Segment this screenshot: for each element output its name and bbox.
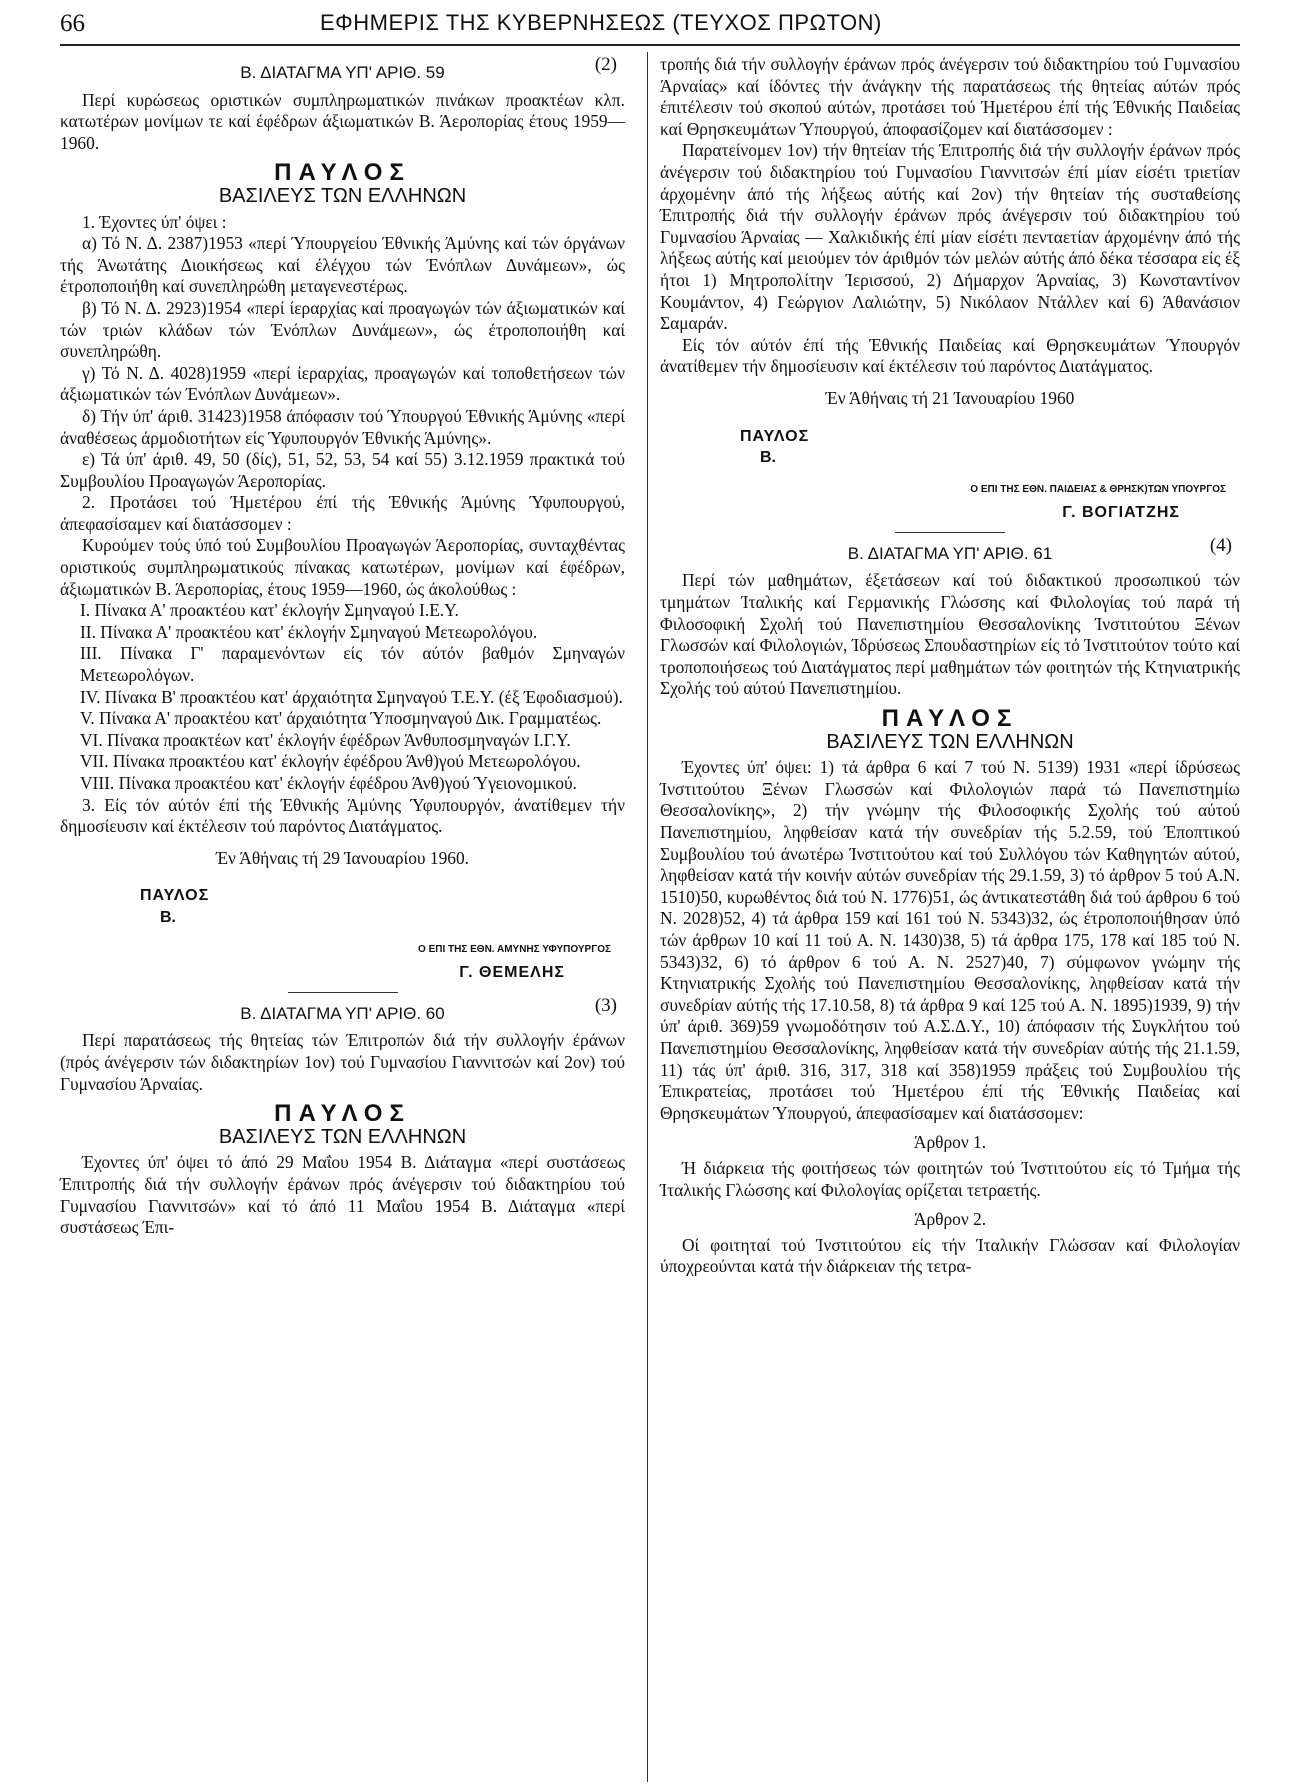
- decree-59-tables-list: [60, 600, 625, 794]
- decree-61-king: ΠΑΥΛΟΣ: [881, 705, 1019, 733]
- list-item: ΙΙΙ. Πίνακα Γ' παραμενόντων είς τόν αύτόν βαθμόν Σμηναγών Μετεωρολόγων.: [80, 643, 625, 686]
- decree-61-king-title: ΒΑΣΙΛΕΥΣ ΤΩΝ ΕΛΛΗΝΩΝ: [826, 730, 1074, 753]
- decree-59-para-1: 1. Έχοντες ύπ' όψει :: [82, 211, 227, 232]
- decree-59-subject: Περί κυρώσεως οριστικών συμπληρωματικών πινάκων προακτέων κλπ. κατωτέρων μονίμων τε καί έφέδρων άξιωματικών Β. Άεροπορίας έτους 1959—1960.: [60, 89, 625, 153]
- decree-59-para-2: 2. Προτάσει τού Ήμετέρου έπί τής Έθνικής Άμύνης Ύφυπουργού, άπεφασίσαμεν καί διατάσσομεν :: [60, 492, 625, 534]
- decree-59-para-c: γ) Τό Ν. Δ. 4028)1959 «περί ίεραρχίας, προαγωγών καί τοποθετήσεων τών άξιωματικών τών Ένόπλων Δυνάμεων».: [60, 362, 625, 405]
- decree-59-signature-b: Β.: [160, 908, 176, 926]
- column-divider: [647, 52, 648, 1782]
- right-column: [660, 54, 1240, 1278]
- gazette-title: ΕΦΗΜΕΡΙΣ ΤΗΣ ΚΥΒΕΡΝΗΣΕΩΣ (ΤΕΥΧΟΣ ΠΡΩΤΟΝ): [320, 10, 882, 35]
- decree-59-minister-name: Γ. ΘΕΜΕΛΗΣ: [459, 964, 565, 982]
- decree-59-para-b: β) Τό Ν. Δ. 2923)1954 «περί ίεραρχίας καί προαγωγών τών άξιωματικών καί τών τριών κλάδων τών Ένόπλων Δυνάμεων», ώς έτροποποιήθη καί συνεπληρώθη.: [60, 297, 625, 362]
- article-2-heading: Άρθρον 2.: [913, 1209, 987, 1230]
- list-item: Ι. Πίνακα Α' προακτέου κατ' έκλογήν Σμηναγού Ι.Ε.Υ.: [80, 600, 459, 621]
- decree-59-minister-title: Ο ΕΠΙ ΤΗΣ ΕΘΝ. ΑΜΥΝΗΣ ΥΦΥΠΟΥΡΓΟΣ: [418, 943, 611, 955]
- decree-60-para-3: Είς τόν αύτόν έπί τής Έθνικής Παιδείας καί Θρησκευμάτων Ύπουργόν άνατίθεμεν τήν δημοσίευσιν καί έκτέλεσιν τού παρόντος Διατάγματος.: [660, 334, 1240, 377]
- decree-59-number: (2): [594, 54, 617, 75]
- separator-rule: [895, 532, 1005, 533]
- decree-60-king-title: ΒΑΣΙΛΕΥΣ ΤΩΝ ΕΛΛΗΝΩΝ: [218, 1125, 467, 1148]
- decree-59-para-d: δ) Τήν ύπ' άριθ. 31423)1958 άπόφασιν τού Ύπουργού Έθνικής Άμύνης «περί άναθέσεως άρμοδιοτήτων είς Ύφυπουργόν Έθνικής Άμύνης».: [60, 405, 625, 448]
- decree-60-para-2: Παρατείνομεν 1ον) τήν θητείαν τής Έπιτροπής διά τήν συλλογήν έράνων πρός άνέγερσιν τού διδακτηρίου τού Γυμνασίου Γιαννιτσών έπί μίαν είσέτι τριετίαν άρχομένην άπό τής λήξεως αύτής καί 2ον) τήν θητείαν τής συσταθείσης Έπιτροπής διά τήν συλλογήν έράνων πρός άνέγερσιν τού διδακτηρίου τού Γυμνασίου Άρναίας — Χαλκιδικής έπί μίαν είσέτι πενταετίαν άρχομένην άπό τής λήξεως αύτής καί μειούμεν τόν άριθμόν τών μελών αύτής άπό δέκα τέσσαρα είς έξ ήτοι 1) Μητροπολίτην Ίερισσού, 2) Δήμαρχον Άρναίας, 3) Κωνσταντίνον Κουμάντον, 4) Γεώργιον Λαλιώτην, 5) Νικόλαον Ντάλλεν καί 6) Άθανάσιον Σαμαράν.: [660, 140, 1240, 334]
- decree-60-signature-b: Β.: [760, 449, 776, 467]
- list-item: ΙΙ. Πίνακα Α' προακτέου κατ' έκλογήν Σμηναγού Μετεωρολόγου.: [80, 621, 538, 642]
- decree-59-signature-king: ΠΑΥΛΟΣ: [140, 887, 210, 905]
- decree-60-para-1: Έχοντες ύπ' όψει τό άπό 29 Μαΐου 1954 Β. Διάταγμα «περί συστάσεως Έπιτροπής διά τήν συλλογήν έράνων πρός άνέγερσιν τού διδακτηρίου τού Γυμνασίου Γιαννιτσών» καί τό άπό 11 Μαΐου 1954 Β. Διάταγμα «περί συστάσεως Έπι-: [60, 1152, 625, 1238]
- decree-59-king-title: ΒΑΣΙΛΕΥΣ ΤΩΝ ΕΛΛΗΝΩΝ: [218, 184, 467, 207]
- decree-59-para-a: α) Τό Ν. Δ. 2387)1953 «περί Ύπουργείου Έθνικής Άμύνης καί τών όργάνων τής Άνωτάτης Διοικήσεως καί έλέγχου τών Ένόπλων Δυνάμεων», ώς έτροποποιήθη καί συνεπληρώθη μεταγενεστέρως.: [60, 233, 625, 297]
- page-header: [60, 8, 1240, 42]
- decree-61-para-1: Έχοντες ύπ' όψει: 1) τά άρθρα 6 καί 7 τού Ν. 5139) 1931 «περί ίδρύσεως Ίνστιτούτου Ξένων Γλωσσών καί Φιλολογιών παρά τώ Πανεπιστημίω Θεσσαλονίκης», 2) τήν γνώμην τής Φιλοσοφικής Σχολής τού αύτού Πανεπιστημίου, ληφθείσαν κατά τήν συνεδρίαν τής 5.2.59, τού Έποπτικού Συμβουλίου τού άνωτέρω Ίνστιτούτου καί τού Συλλόγου τών Καθηγητών αύτού, ληφθείσαν κατά τήν κοινήν αύτών συνεδρίαν τής 29.1.59, 3) τό άρθρον 5 τού Α.Ν. 1510)50, κυρωθέντος διά τού Ν. 1776)51, ώς άντικατεστάθη διά τού άρθρου 6 τού Ν. 2028)52, 4) τά άρθρα 159 καί 161 τού Ν. 5343)32, ώς έτροποποιήθησαν ύπό τών άρθρων 10 καί 11 τού Α. Ν. 1430)38, 5) τά άρθρα 175, 178 καί 185 τού Ν. 5343)32, 6) τό άρθρον 6 τού Α. Ν. 2527)40, 7) σύμφωνον γνώμην τής Κτηνιατρικής Σχολής τού Πανεπιστημίου Θεσσαλονίκης, ληφθείσαν κατά τήν συνεδρίαν αύτής τής 17.10.58, 8) τά άρθρα 9 καί 125 τού Α. Ν. 1895)1939, 9) τήν ύπ' άριθ. 369)59 γνωμοδότησιν τού Α.Σ.Δ.Υ., 10) άπόφασιν τής Συγκλήτου τού Πανεπιστημίου Θεσσαλονίκης, ληφθείσαν κατά τήν συνεδρίαν αύτής τής 21.1.59, 11) τάς ύπ' άριθ. 316, 317, 318 καί 358)1959 πράξεις τού Συμβουλίου τής Έπικρατείας, προτάσει τού Ήμετέρου έπί τής Έθνικής Παιδείας καί Θρησκευμάτων Ύπουργού, άπεφασίσαμεν καί διατάσσομεν:: [660, 757, 1240, 1123]
- decree-59-para-3: Κυρούμεν τούς ύπό τού Συμβουλίου Προαγωγών Άεροπορίας, συνταχθέντας οριστικούς συμπληρωματικούς πίνακας κατωτέρων, μονίμων καί έφέδρων, άξιωματικών Β. Άεροπορίας, έτους 1959—1960, ώς άκολούθως :: [60, 535, 625, 599]
- article-2-text: Οί φοιτηταί τού Ίνστιτούτου είς τήν Ίταλικήν Γλώσσαν καί Φιλολογίαν ύποχρεούνται κατά τήν διάρκειαν τής τετρα-: [660, 1234, 1240, 1277]
- decree-60-number: (3): [594, 994, 617, 1016]
- header-rule: [60, 44, 1240, 46]
- decree-59-para-4: 3. Είς τόν αύτόν έπί τής Έθνικής Άμύνης Ύφυπουργόν, άνατίθεμεν τήν δημοσίευσιν καί έκτέλεσιν τού παρόντος Διατάγματος.: [60, 794, 625, 837]
- decree-60-minister-title: Ο ΕΠΙ ΤΗΣ ΕΘΝ. ΠΑΙΔΕΙΑΣ & ΘΡΗΣΚ)ΤΩΝ ΥΠΟΥΡΓΟΣ: [970, 483, 1226, 495]
- decree-60-date: Έν Άθήναις τή 21 Ίανουαρίου 1960: [825, 387, 1075, 408]
- list-item: IV. Πίνακα Β' προακτέου κατ' άρχαιότητα Σμηναγού Τ.Ε.Υ. (έξ Έφοδιασμού).: [80, 686, 623, 707]
- decree-60-subject: Περί παρατάσεως τής θητείας τών Έπιτροπών διά τήν συλλογήν έράνων (πρός άνέγερσιν τών διδακτηρίων 1ον) τού Γυμνασίου Γιαννιτσών καί 2ον) τού Γυμνασίου Άρναίας.: [60, 1030, 625, 1094]
- list-item: VI. Πίνακα προακτέων κατ' έκλογήν έφέδρων Άνθυποσμηναγών Ι.Γ.Υ.: [80, 729, 571, 750]
- decree-59-para-e: ε) Τά ύπ' άριθ. 49, 50 (δίς), 51, 52, 53, 54 καί 55) 3.12.1959 πρακτικά τού Συμβουλίου Προαγωγών Άεροπορίας.: [60, 449, 625, 491]
- decree-59-king: ΠΑΥΛΟΣ: [274, 159, 411, 187]
- left-column: [60, 54, 625, 1239]
- list-item: V. Πίνακα Α' προακτέου κατ' άρχαιότητα Ύποσμηναγού Δικ. Γραμματέως.: [80, 708, 602, 729]
- list-item: VIII. Πίνακα προακτέου κατ' έκλογήν έφέδρου Άνθ)γού Ύγειονομικού.: [80, 773, 577, 793]
- decree-60-minister-name: Γ. ΒΟΓΙΑΤΖΗΣ: [1062, 504, 1180, 522]
- decree-61-heading: Β. ΔΙΑΤΑΓΜΑ ΥΠ' ΑΡΙΘ. 61: [847, 543, 1053, 563]
- decree-60-para-1-continued: τροπής διά τήν συλλογήν έράνων πρός άνέγερσιν τού διδακτηρίου τού Γυμνασίου Άρναίας» καί ίδόντες τήν άνάγκην τής παρατάσεως τής θητείας αύτών πρός έπιτέλεσιν τού σκοπού αύτών, προτάσει τού Ήμετέρου έπί τής Έθνικής Παιδείας καί Θρησκευμάτων Ύπουργού, άποφασίζομεν καί διατάσσομεν :: [660, 54, 1240, 139]
- page-number: 66: [60, 10, 85, 37]
- decree-59-heading: Β. ΔΙΑΤΑΓΜΑ ΥΠ' ΑΡΙΘ. 59: [240, 63, 445, 82]
- decree-60-heading: Β. ΔΙΑΤΑΓΜΑ ΥΠ' ΑΡΙΘ. 60: [240, 1003, 445, 1023]
- decree-59-date: Έν Άθήναις τή 29 Ίανουαρίου 1960.: [215, 847, 470, 868]
- decree-60-heading-block: [60, 994, 625, 1025]
- article-1-text: Ή διάρκεια τής φοιτήσεως τών φοιτητών τού Ίνστιτούτου είς τό Τμήμα τής Ίταλικής Γλώσσης καί Φιλολογίας ορίζεται τετραετής.: [660, 1157, 1240, 1200]
- decree-61-heading-block: [660, 534, 1240, 565]
- decree-59-heading-block: [60, 54, 625, 84]
- decree-61-subject: Περί τών μαθημάτων, έξετάσεων καί τού διδακτικού προσωπικού τών τμημάτων Ίταλικής καί Γερμανικής Γλώσσης καί Φιλολογίας τού παρά τή Φιλοσοφική Σχολή τού Πανεπιστημίου Θεσσαλονίκης Ίνστιτούτου Ξένων Γλωσσών καί Φιλολογιών, Ίδρύσεως Σπουδαστηρίων είς τό Ίνστιτούτον τούτο καί τροποποιήσεως τού Διατάγματος περί μαθημάτων τών φοιτητών τής Κτηνιατρικής Σχολής τού αύτού Πανεπιστημίου.: [660, 570, 1240, 699]
- decree-60-signature-king: ΠΑΥΛΟΣ: [740, 427, 810, 445]
- separator-rule: [288, 992, 398, 993]
- list-item: VII. Πίνακα προακτέου κατ' έκλογήν έφέδρου Άνθ)γού Μετεωρολόγου.: [80, 751, 581, 772]
- decree-60-king: ΠΑΥΛΟΣ: [274, 1100, 411, 1128]
- article-1-heading: Άρθρον 1.: [913, 1132, 987, 1153]
- decree-61-number: (4): [1209, 534, 1232, 556]
